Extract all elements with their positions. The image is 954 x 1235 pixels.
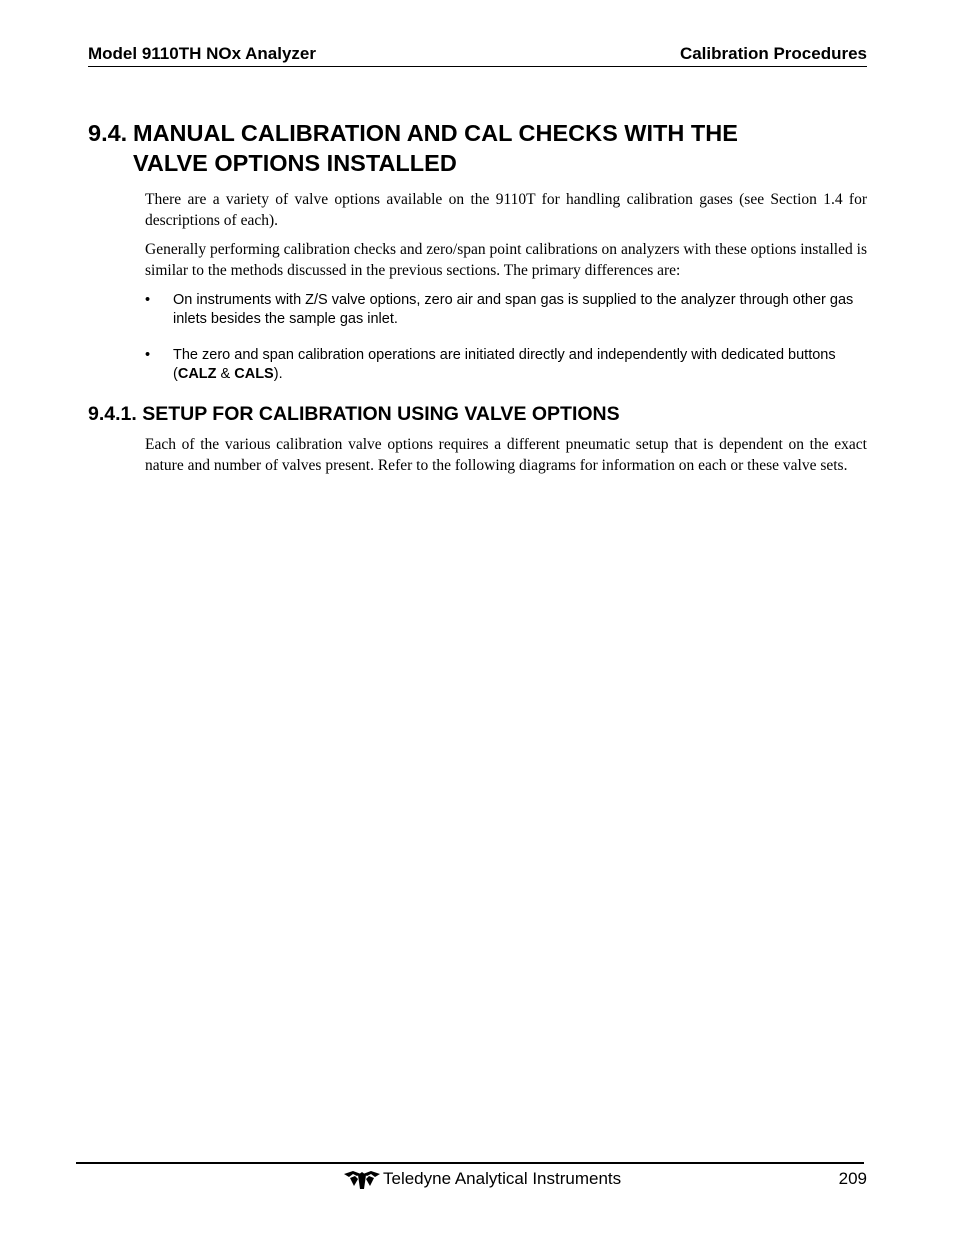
calz-button-name: CALZ: [177, 365, 217, 382]
page-number: 209: [838, 1169, 867, 1188]
page-header: [88, 44, 867, 67]
footer-divider: [76, 1162, 864, 1164]
section-title-line2: VALVE OPTIONS INSTALLED: [133, 150, 457, 176]
header-model-title: Model 9110TH NOx Analyzer: [88, 44, 317, 63]
intro-paragraph: There are a variety of valve options available on the 9110T for handling calibration gases (see Section 1.4 for descriptions of each).: [145, 191, 867, 229]
section-heading: [88, 118, 867, 178]
cals-button-name: CALS: [234, 365, 274, 382]
page-footer: [76, 1168, 867, 1192]
bullet-icon: •: [145, 347, 151, 363]
subsection-heading: 9.4.1. SETUP FOR CALIBRATION USING VALVE OPTIONS: [88, 403, 620, 425]
bullet-text-post: ).: [273, 365, 283, 382]
section-number: 9.4.: [88, 120, 128, 146]
bullet-icon: •: [145, 292, 151, 308]
bullet-text: On instruments with Z/S valve options, zero air and span gas is supplied to the analyzer through other gas inlets besides the sample gas inlet.: [173, 292, 854, 327]
differences-paragraph: Generally performing calibration checks and zero/span point calibrations on analyzers with these options installed is similar to the methods discussed in the previous sections. The primary differences are:: [145, 241, 867, 279]
bullet-text-pre: The zero and span calibration operations are initiated directly and independently with dedicated buttons (: [173, 347, 836, 382]
header-chapter-title: Calibration Procedures: [679, 44, 867, 63]
bullet-text-mid: &: [216, 365, 235, 382]
section-title-line1: MANUAL CALIBRATION AND CAL CHECKS WITH THE: [133, 120, 738, 146]
teledyne-logo-icon: [344, 1170, 380, 1190]
footer-company-name: Teledyne Analytical Instruments: [383, 1169, 622, 1188]
bullet-text: [173, 346, 863, 383]
setup-paragraph: Each of the various calibration valve options requires a different pneumatic setup that is dependent on the exact nature and number of valves present. Refer to the following diagrams for information on each or these valve sets.: [145, 436, 867, 474]
